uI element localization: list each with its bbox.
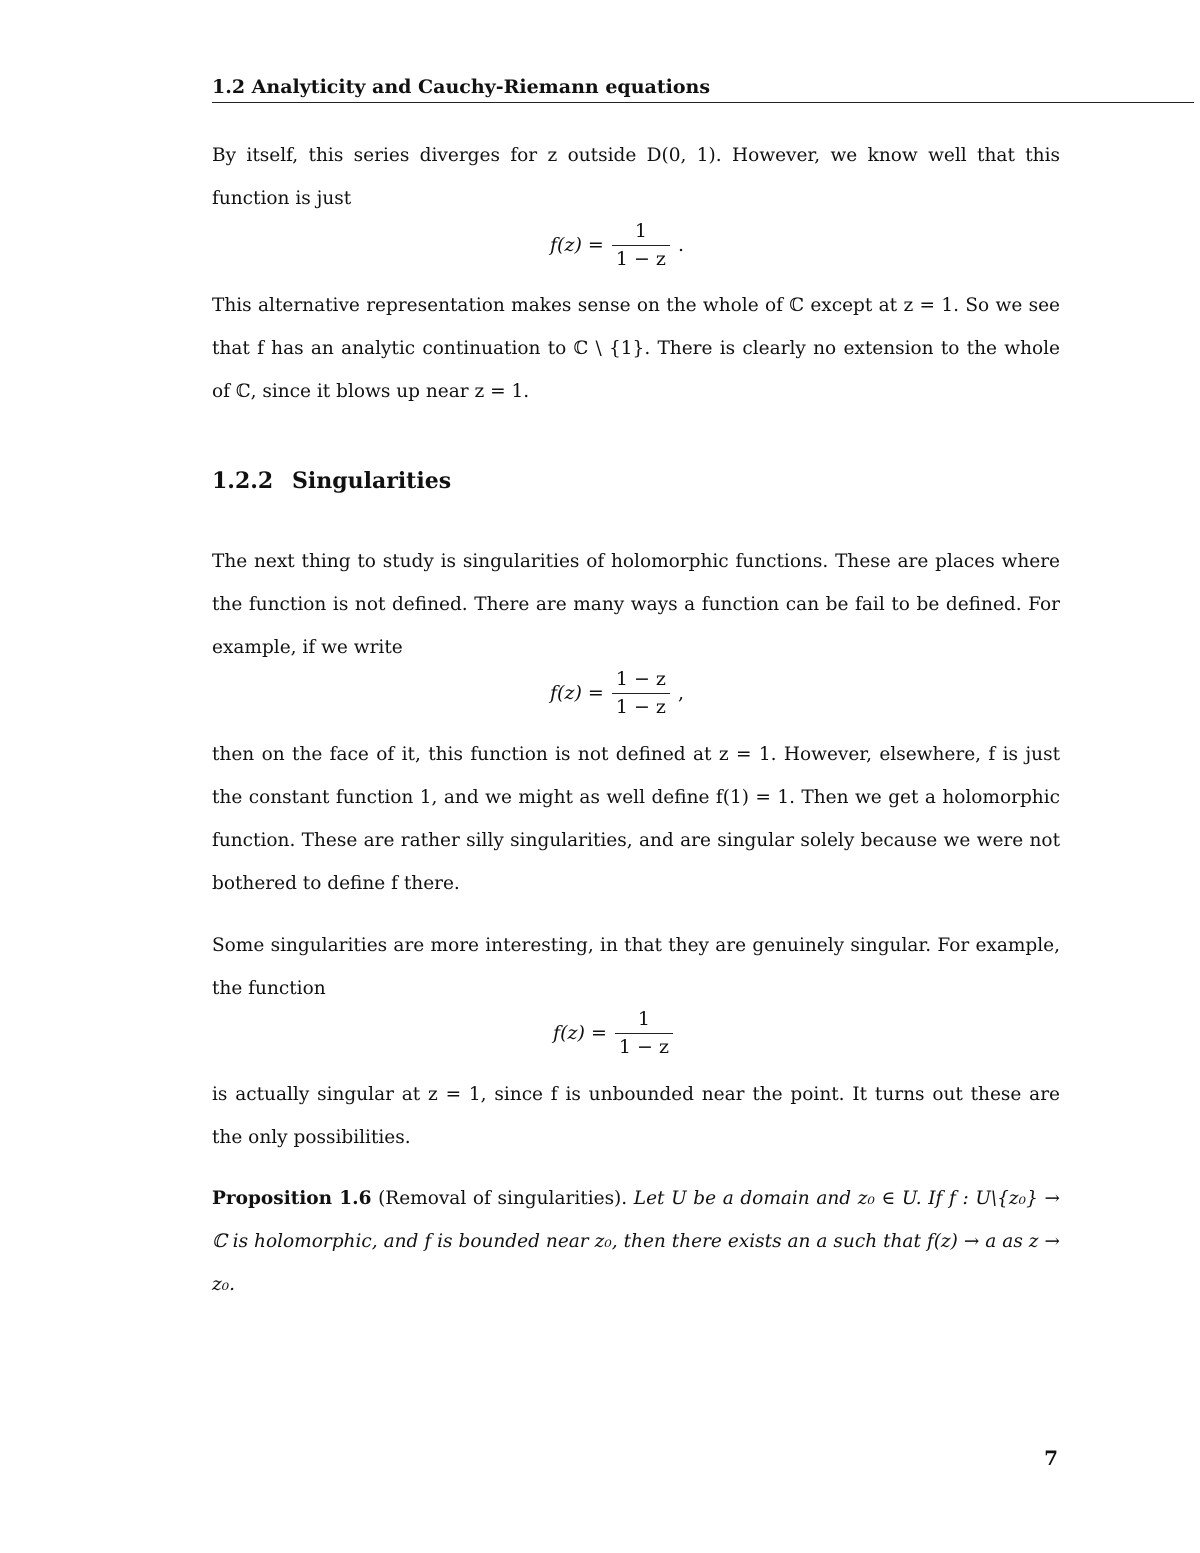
fraction-denominator: 1 − z [612, 245, 670, 271]
paragraph-genuine-singularities: Some singularities are more interesting, in that they are genuinely singular. For example, the function [212, 935, 1060, 999]
proposition-label: Proposition 1.6 [212, 1188, 372, 1209]
proposition-name: (Removal of singularities). [378, 1188, 628, 1209]
paragraph-silly-singularities: then on the face of it, this function is not defined at z = 1. However, elsewhere, f is just the constant function 1, and we might as well define f(1) = 1. Then we get a holomorphic function. These are rather silly singularities, and are singular solely because we were not bothered to define f there. [212, 744, 1060, 894]
paragraph-series-divergence: By itself, this series diverges for z outside D(0, 1). However, we know well that this function is just [212, 145, 1060, 209]
section-number: 1.2.2 [212, 468, 274, 494]
equation-removable-example [0, 668, 1200, 719]
running-head: 1.2 Analyticity and Cauchy-Riemann equations [212, 76, 1194, 103]
page-number: 7 [1044, 1446, 1058, 1470]
proposition-block [212, 1177, 1060, 1306]
fraction-denominator: 1 − z [612, 693, 670, 719]
proposition-statement: Let U be a domain and z₀ ∈ U. If f : U\{z₀} → ℂ is holomorphic, and f is bounded near z₀, then there exists an a such that f(z) → a as z → z₀. [212, 1188, 1060, 1295]
equation-lhs: f(z) = [553, 1022, 607, 1045]
paragraph-singularities-intro: The next thing to study is singularities of holomorphic functions. These are places where the function is not defined. There are many ways a function can be fail to be defined. For example, if we write [212, 551, 1060, 658]
equation-punctuation: , [677, 682, 684, 705]
equation-pole-example [0, 1008, 1200, 1059]
paragraph-only-possibilities: is actually singular at z = 1, since f is unbounded near the point. It turns out these are the only possibilities. [212, 1084, 1060, 1148]
fraction [615, 1008, 673, 1059]
fraction-numerator: 1 [637, 1008, 650, 1030]
equation-lhs: f(z) = [550, 234, 604, 257]
fraction-numerator: 1 − z [615, 668, 666, 690]
paragraph-analytic-continuation: This alternative representation makes sense on the whole of ℂ except at z = 1. So we see that f has an analytic continuation to ℂ \ {1}. There is clearly no extension to the whole of ℂ, since it blows up near z = 1. [212, 295, 1060, 402]
fraction [612, 668, 670, 719]
section-heading [212, 468, 451, 494]
equation-geometric-function [0, 220, 1200, 271]
fraction-denominator: 1 − z [615, 1033, 673, 1059]
fraction-numerator: 1 [634, 220, 647, 242]
fraction [612, 220, 670, 271]
section-title: Singularities [292, 468, 452, 494]
equation-lhs: f(z) = [550, 682, 604, 705]
equation-punctuation: . [677, 234, 684, 257]
